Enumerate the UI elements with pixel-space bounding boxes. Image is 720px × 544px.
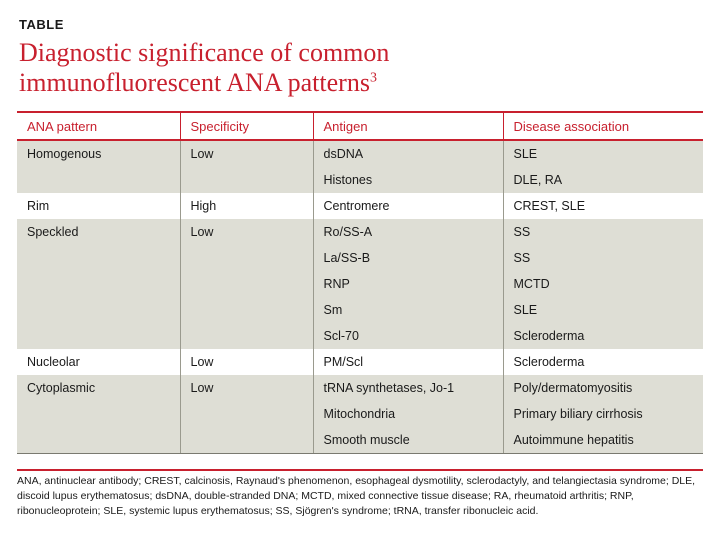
table-title [19,38,709,98]
cell-disease: CREST, SLE [503,193,703,219]
table-row-cytoplasmic [17,375,703,454]
table-header-row [17,112,703,140]
title-line-2: immunofluorescent ANA patterns [19,68,370,97]
cell-disease: Poly/dermatomyositis Primary biliary cirrhosis Autoimmune hepatitis [503,375,703,454]
cell-disease: SS SS MCTD SLE Scleroderma [503,219,703,349]
header-specificity: Specificity [180,112,313,140]
cell-disease: Scleroderma [503,349,703,375]
table-row-speckled [17,219,703,349]
header-ana-pattern: ANA pattern [17,112,180,140]
table-row-rim [17,193,703,219]
cell-antigen: dsDNA Histones [313,140,503,193]
cell-pattern: Homogenous [17,140,180,193]
cell-specificity: High [180,193,313,219]
header-disease-association: Disease association [503,112,703,140]
title-line-1: Diagnostic significance of common [19,38,390,67]
header-antigen: Antigen [313,112,503,140]
table-footnote: ANA, antinuclear antibody; CREST, calcinosis, Raynaud's phenomenon, esophageal dysmotility, sclerodactyly, and telangiectasia syndrome; DLE, discoid lupus erythematosus; dsDNA, double-stranded DNA; MCTD, mixed connective tissue disease; RA, rheumatoid arthritis; RNP, ribonucleoprotein; SLE, systemic lupus erythematosus; SS, Sjögren's syndrome; tRNA, transfer ribonucleic acid. [17,469,703,519]
cell-pattern: Nucleolar [17,349,180,375]
cell-specificity: Low [180,349,313,375]
cell-antigen: PM/Scl [313,349,503,375]
cell-specificity: Low [180,219,313,349]
cell-disease: SLE DLE, RA [503,140,703,193]
cell-antigen: Centromere [313,193,503,219]
cell-antigen: tRNA synthetases, Jo-1 Mitochondria Smooth muscle [313,375,503,454]
cell-specificity: Low [180,140,313,193]
table-row-homogenous [17,140,703,193]
cell-pattern: Speckled [17,219,180,349]
cell-specificity: Low [180,375,313,454]
cell-pattern: Rim [17,193,180,219]
cell-pattern: Cytoplasmic [17,375,180,454]
title-reference-superscript: 3 [369,70,377,86]
cell-antigen: Ro/SS-A La/SS-B RNP Sm Scl-70 [313,219,503,349]
table-label: TABLE [19,17,64,32]
table-row-nucleolar [17,349,703,375]
ana-patterns-table [17,111,703,454]
